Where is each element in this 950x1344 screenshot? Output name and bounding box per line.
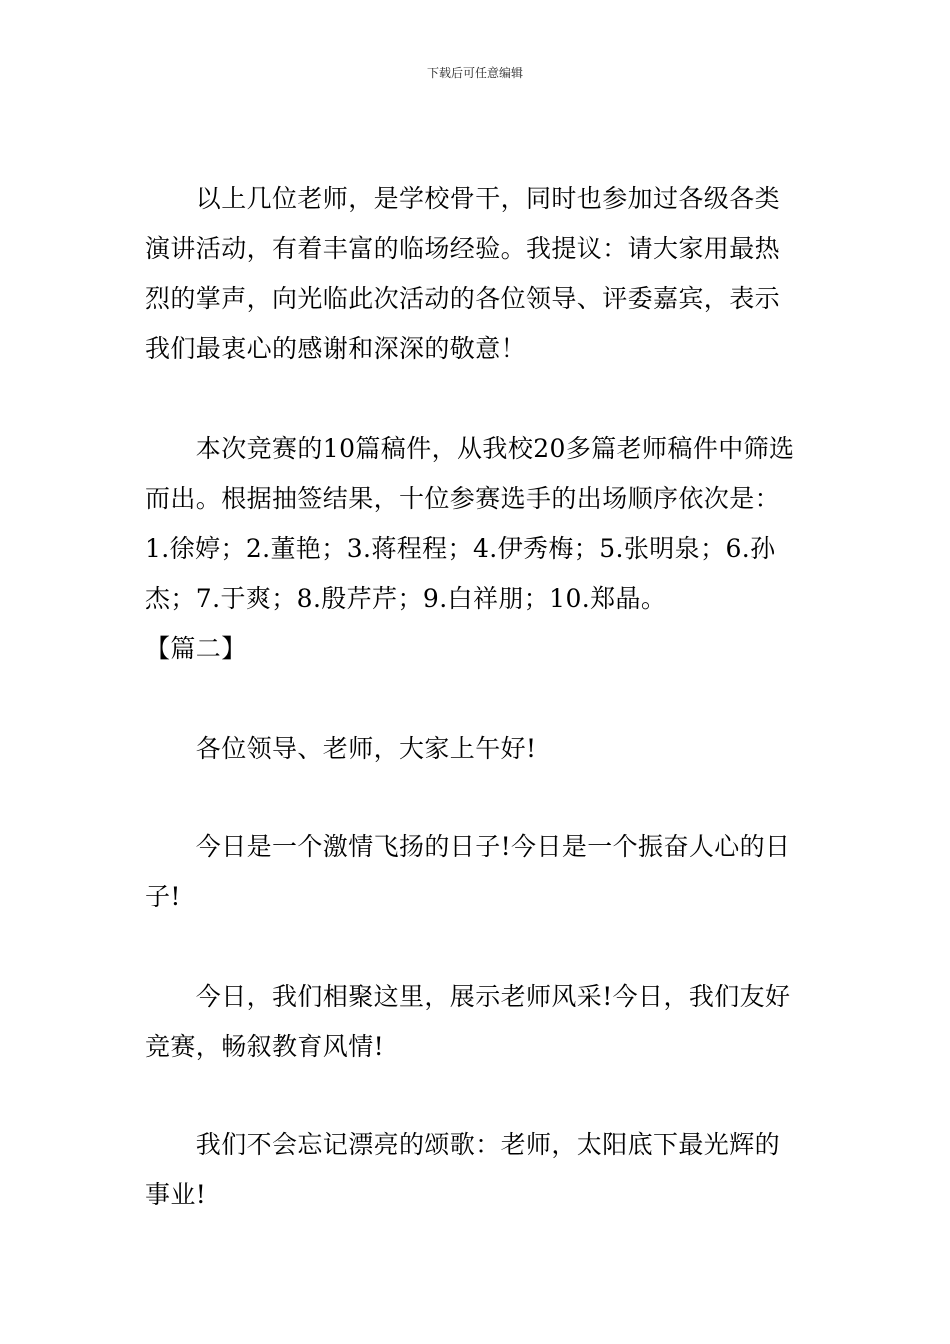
paragraph-line: 我们最衷心的感谢和深深的敬意！ [145, 334, 527, 363]
paragraph-line: 竞赛，畅叙教育风情! [145, 1032, 385, 1061]
page-header: 下载后可任意编辑 [426, 66, 523, 80]
paragraph-line: 事业! [145, 1180, 207, 1209]
paragraph-line: 演讲活动，有着丰富的临场经验。我提议：请大家用最热 [145, 234, 781, 263]
paragraph-line: 以上几位老师，是学校骨干，同时也参加过各级各类 [145, 184, 781, 213]
paragraph-line: 今日是一个激情飞扬的日子!今日是一个振奋人心的日 [145, 832, 791, 861]
paragraph-line: 各位领导、老师，大家上午好! [145, 734, 537, 763]
paragraph-line: 烈的掌声，向光临此次活动的各位领导、评委嘉宾，表示 [145, 284, 781, 313]
paragraph-line: 而出。根据抽签结果，十位参赛选手的出场顺序依次是： [145, 484, 781, 513]
paragraph-line: 1.徐婷；2.董艳；3.蒋程程；4.伊秀梅；5.张明泉；6.孙 [145, 534, 776, 563]
paragraph-line: 杰；7.于爽；8.殷芹芹；9.白祥朋；10.郑晶。 [145, 584, 667, 613]
section-heading: 【篇二】 [145, 634, 247, 663]
paragraph-line: 本次竞赛的10篇稿件，从我校20多篇老师稿件中筛选 [145, 434, 795, 463]
paragraph-line: 今日，我们相聚这里，展示老师风采!今日，我们友好 [145, 982, 791, 1011]
paragraph-line: 我们不会忘记漂亮的颂歌：老师，太阳底下最光辉的 [145, 1130, 781, 1159]
paragraph-line: 子! [145, 882, 181, 911]
